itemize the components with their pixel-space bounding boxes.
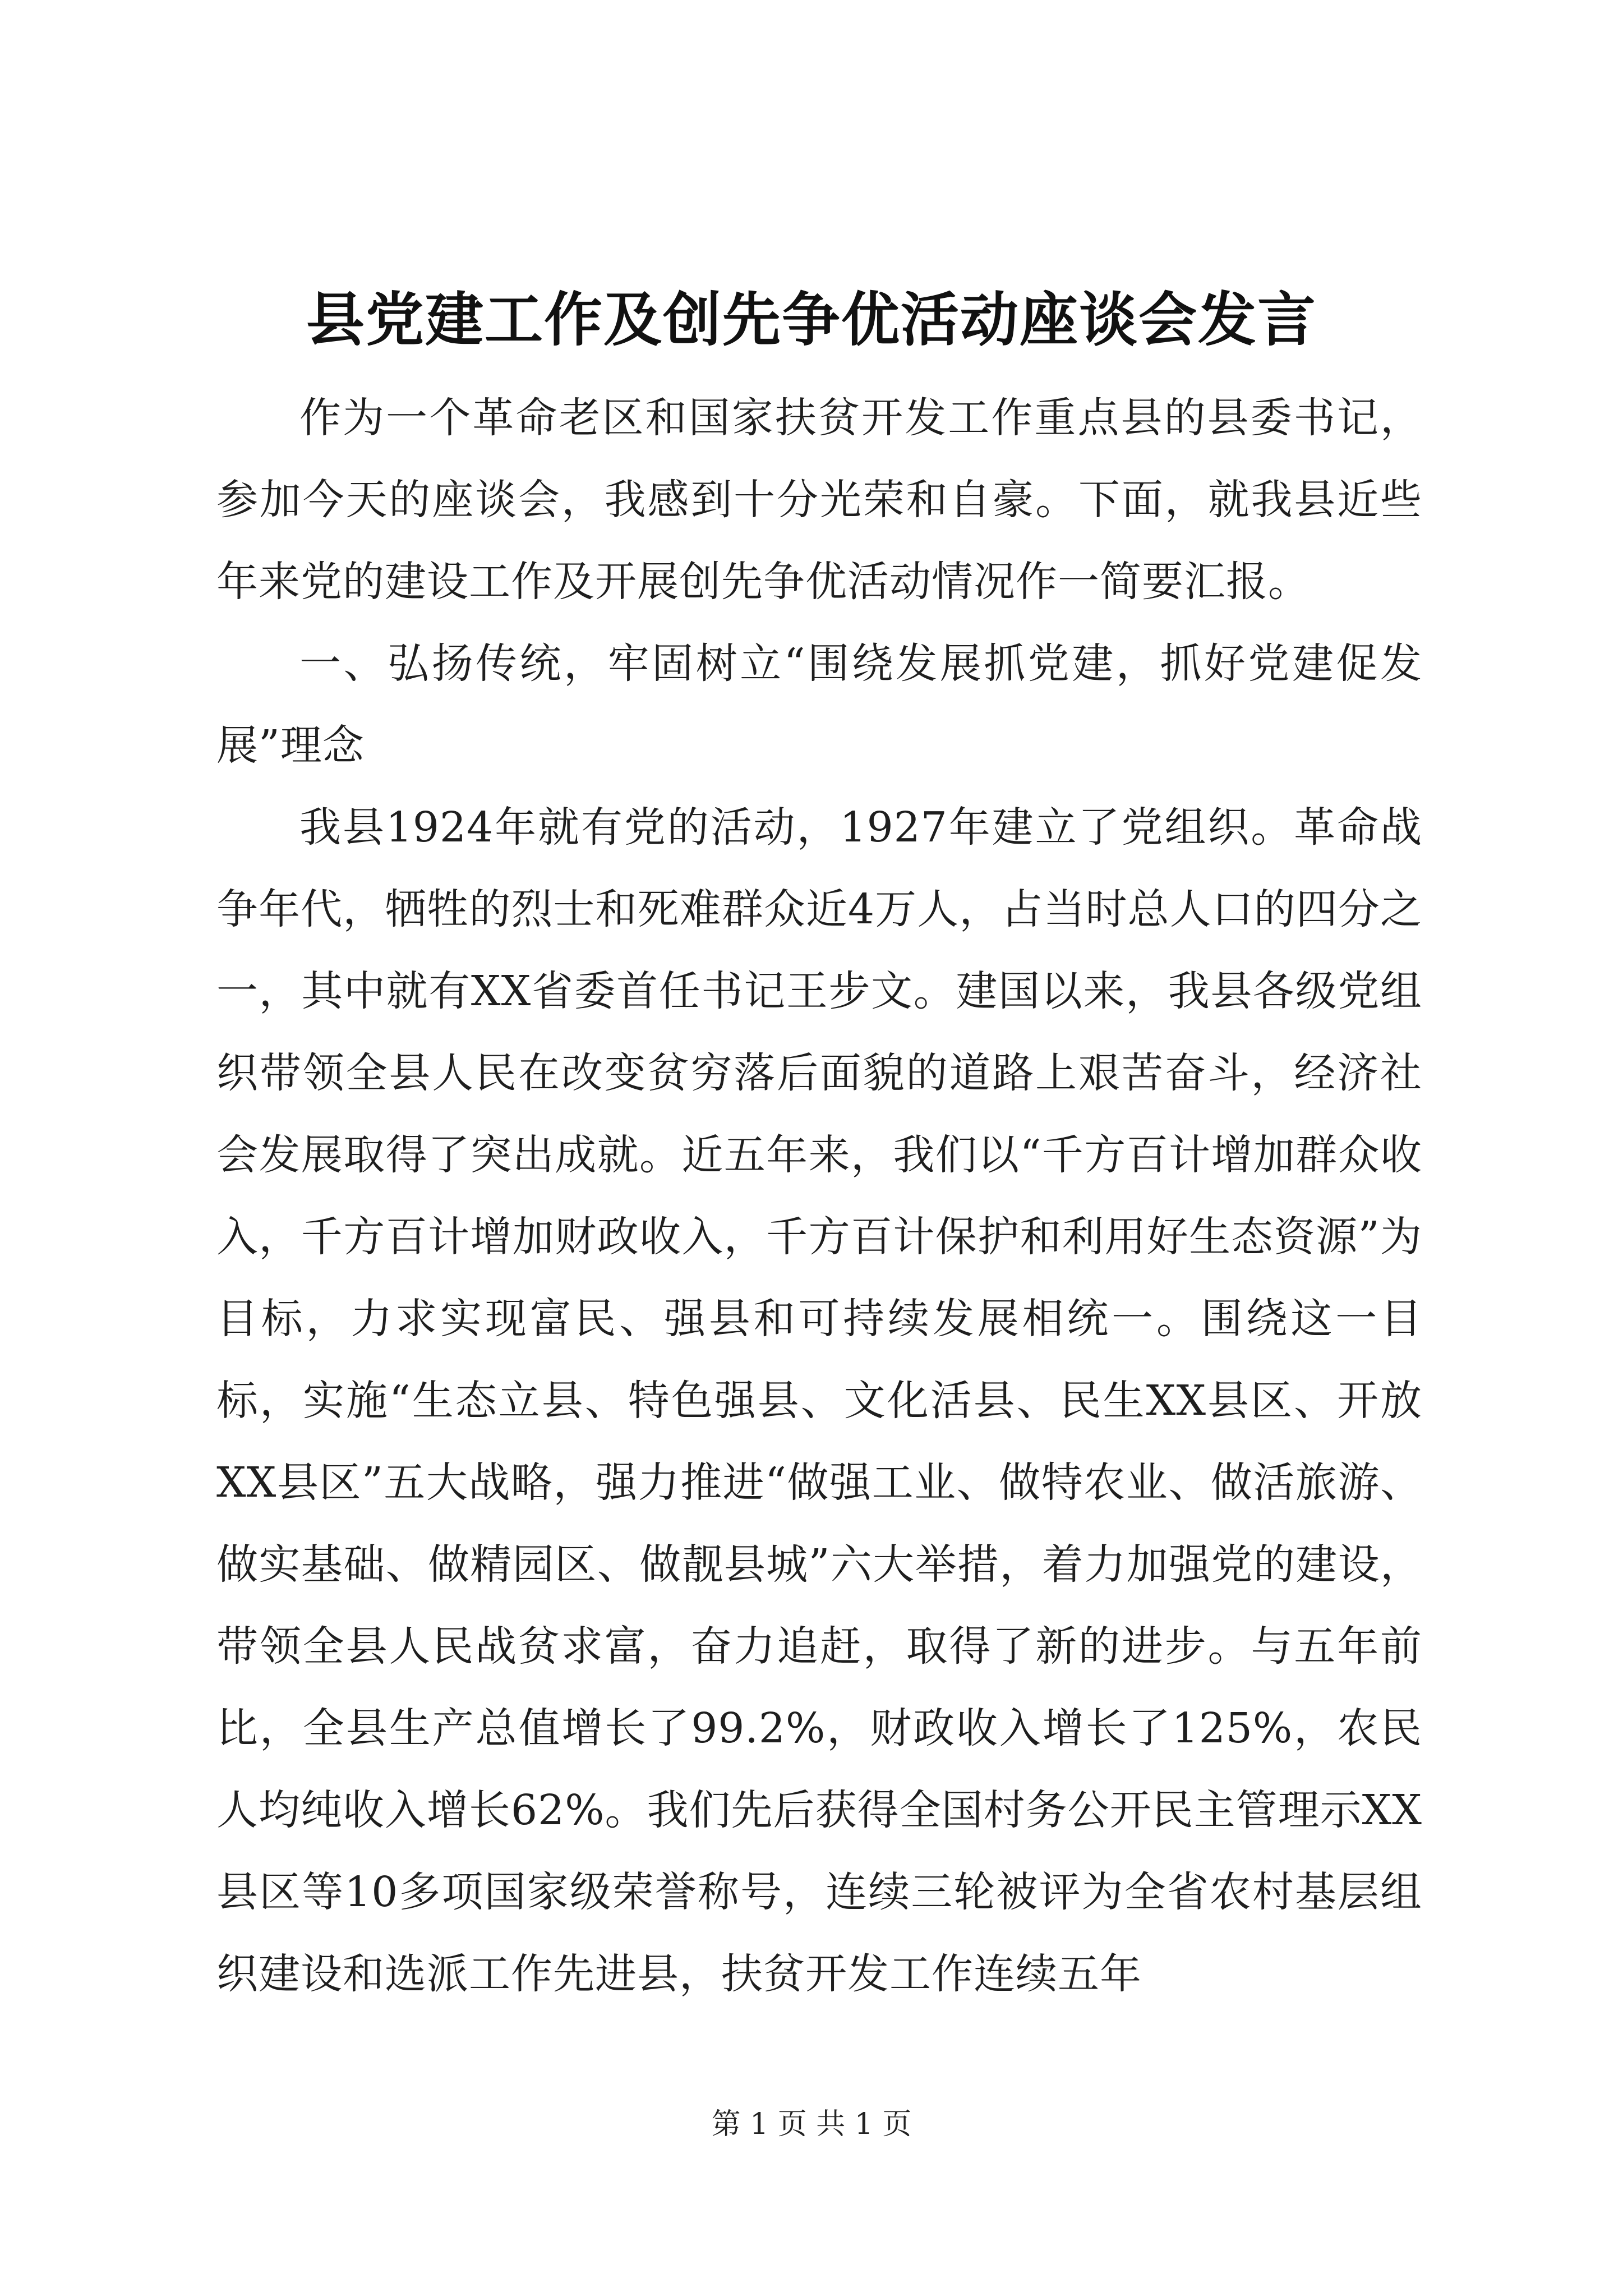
document-body <box>216 377 1422 2015</box>
page-footer <box>0 2105 1623 2144</box>
document-title: 县党建工作及创先争优活动座谈会发言 <box>306 285 1317 354</box>
page-number-label: 第 1 页 共 1 页 <box>711 2108 912 2141</box>
paragraph-intro: 作为一个革命老区和国家扶贫开发工作重点县的县委书记，参加今天的座谈会，我感到十分光荣和自豪。下面，就我县近些年来党的建设工作及开展创先争优活动情况作一简要汇报。 <box>216 394 1422 606</box>
paragraph-history: 我县1924年就有党的活动，1927年建立了党组织。革命战争年代，牺牲的烈士和死难群众近4万人，占当时总人口的四分之一，其中就有XX省委首任书记王步文。建国以来，我县各级党组织带领全县人民在改变贫穷落后面貌的道路上艰苦奋斗，经济社会发展取得了突出成就。近五年来，我们以“千方百计增加群众收入，千方百计增加财政收入，千方百计保护和利用好生态资源”为目标，力求实现富民、强县和可持续发展相统一。围绕这一目标，实施“生态立县、特色强县、文化活县、民生XX县区、开放XX县区”五大战略，强力推进“做强工业、做特农业、做活旅游、做实基础、做精园区、做靓县城”六大举措，着力加强党的建设，带领全县人民战贫求富，奋力追赶，取得了新的进步。与五年前比，全县生产总值增长了99.2%，财政收入增长了125%，农民人均纯收入增长62%。我们先后获得全国村务公开民主管理示XX县区等10多项国家级荣誉称号，连续三轮被评为全省农村基层组织建设和选派工作先进县，扶贫开发工作连续五年 <box>216 803 1422 1998</box>
paragraph-section-heading: 一、弘扬传统，牢固树立“围绕发展抓党建，抓好党建促发展”理念 <box>216 639 1422 770</box>
